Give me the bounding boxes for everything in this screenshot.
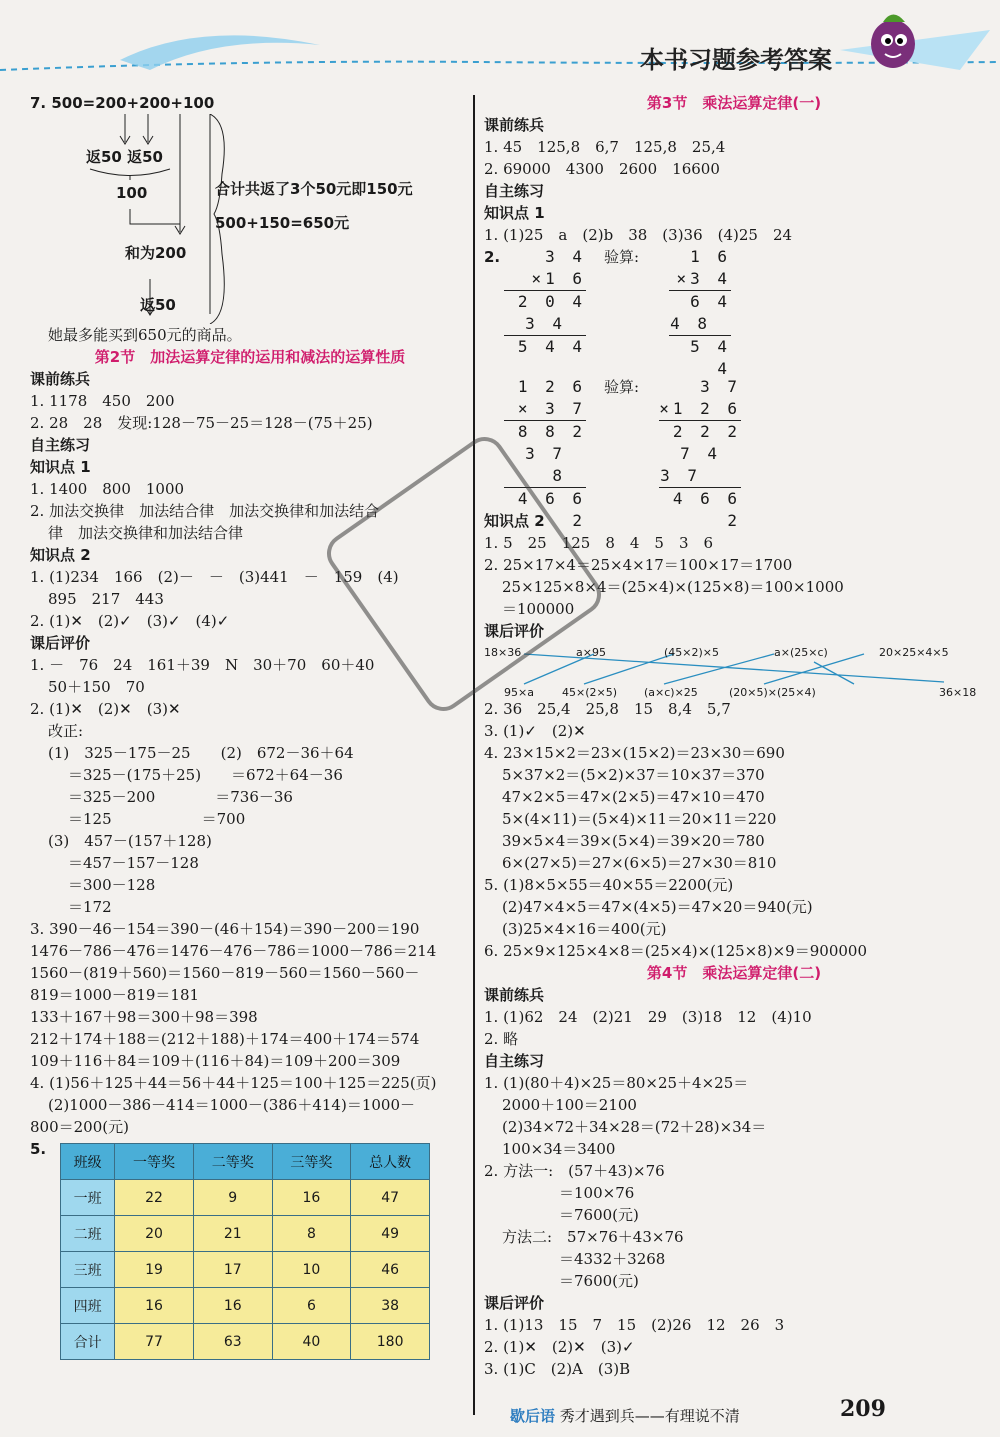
sec2-post-line: 5. [30,1140,47,1158]
table-header-cell: 一等奖 [115,1144,194,1180]
sec2-post-line: (2)1000－386－414＝1000－(386＋414)＝1000－ [48,1096,415,1114]
q7-equation: 7. 500=200+200+100 [30,94,215,112]
column-divider [473,95,475,1415]
calc-line: 3 7 [659,465,741,488]
sec2-kp2-line: 895 217 443 [48,590,164,608]
match-bottom-item: 95×a [504,686,534,699]
sec2-post-line: 1. － 76 24 161＋39 N 30＋70 60＋40 [30,656,375,674]
sec3-post-line: (3)25×4×16＝400(元) [502,920,667,938]
award-table [60,1143,430,1360]
table-cell: 合计 [61,1324,115,1360]
q7-ret3: 返50 [140,296,176,314]
sec2-post-line: ＝172 [68,898,112,916]
sec3-post-line: 3. (1)✓ (2)✕ [484,722,586,740]
q7-answer: 她最多能买到650元的商品。 [48,326,242,344]
footer [510,1405,740,1426]
calc-line: 7 4 [680,444,721,463]
table-cell: 8 [272,1216,351,1252]
sec3-kp1-heading: 知识点 1 [484,204,545,222]
sec2-post-line: 1476－786－476＝1476－476－786＝1000－786＝214 [30,942,437,960]
match-bottom-item: 36×18 [939,686,977,699]
calc-line: 5 4 4 [517,337,586,356]
calc-line: 3 4 [545,247,586,266]
match-top-item: 18×36 [484,646,522,659]
q7-sum200: 和为200 [125,244,187,262]
sec4-pre-line: 1. (1)62 24 (2)21 29 (3)18 12 (4)10 [484,1008,812,1026]
sec2-post-line: (1) 325－175－25 (2) 672－36＋64 [48,744,354,762]
q7-note1: 合计共返了3个50元即150元 [215,180,413,198]
calc-line: 1 2 6 [517,377,586,396]
sec3-post-line: 6. 25×9×125×4×8＝(25×4)×(125×8)×9＝900000 [484,942,867,960]
sec2-post-heading: 课后评价 [30,634,91,652]
header-decoration [0,0,1000,80]
sec2-kp1-line: 1. 1400 800 1000 [30,480,185,498]
sec4-pre-line: 2. 略 [484,1030,519,1048]
sec4-self-line: 100×34＝3400 [502,1140,616,1158]
sec2-post-line: ＝457－157－128 [68,854,199,872]
sec4-post-line: 3. (1)C (2)A (3)B [484,1360,631,1378]
calc-line: ×1 2 6 [659,398,741,421]
table-cell: 10 [272,1252,351,1288]
calc-line: 4 6 6 2 [672,489,741,530]
eggplant-mascot-icon [855,2,925,72]
sec4-self-heading: 自主练习 [484,1052,545,1070]
sec2-pre-line: 1. 1178 450 200 [30,392,175,410]
sec2-kp2-line: 2. (1)✕ (2)✓ (3)✓ (4)✓ [30,612,230,630]
section4-title: 第4节 乘法运算定律(二) [646,964,822,982]
table-cell: 40 [272,1324,351,1360]
sec2-kp2-heading: 知识点 2 [30,546,91,564]
q7-ret1: 返50 返50 [86,148,163,166]
calc-a [504,246,586,358]
sec3-post-line: 5×(4×11)＝(5×4)×11＝20×11＝220 [502,810,777,828]
table-cell: 38 [351,1288,430,1324]
sec2-post-line: 改正: [48,722,84,740]
sec2-post-line: (3) 457－(157＋128) [48,832,212,850]
sec3-pre-line: 1. 45 125,8 6,7 125,8 25,4 [484,138,726,156]
sec4-self-line: 1. (1)(80＋4)×25＝80×25＋4×25＝ [484,1074,749,1092]
right-column [484,92,984,1380]
sec4-self-line: 2000＋100＝2100 [502,1096,637,1114]
sec2-post-line: ＝325－200 ＝736－36 [68,788,293,806]
calc-line: 4 6 6 2 [517,489,586,530]
sec4-post-line: 2. (1)✕ (2)✕ (3)✓ [484,1338,635,1356]
sec2-post-line: 2. (1)✕ (2)✕ (3)✕ [30,700,181,718]
calc-line: 1 6 [690,247,731,266]
match-top-item: (45×2)×5 [664,646,720,659]
sec3-post-line: 5×37×2＝(5×2)×37＝10×37＝370 [502,766,765,784]
sec3-post-heading: 课后评价 [484,622,545,640]
sec3-q2-label: 2. [484,248,501,266]
sec2-post-line: 212＋174＋188＝(212＋188)＋174＝400＋174＝574 [30,1030,420,1048]
sec4-self-line: ＝7600(元) [559,1272,639,1290]
match-top-item: a×(25×c) [774,646,828,659]
table-cell: 16 [193,1288,272,1324]
match-top-item: a×95 [576,646,606,659]
table-cell: 四班 [61,1288,115,1324]
sec4-self-line: 方法二: 57×76＋43×76 [502,1228,684,1246]
sec3-kp2-line: 2. 25×17×4＝25×4×17＝100×17＝1700 [484,556,793,574]
sec2-post-line: 819＝1000－819＝181 [30,986,200,1004]
calc-line: 3 7 8 [504,443,586,488]
sec2-post-line: 800＝200(元) [30,1118,129,1136]
table-cell: 二班 [61,1216,115,1252]
table-header-cell: 班级 [61,1144,115,1180]
table-cell: 20 [115,1216,194,1252]
match-bottom-item: (20×5)×(25×4) [729,686,816,699]
table-cell: 180 [351,1324,430,1360]
sec3-post-line: 47×2×5＝47×(2×5)＝47×10＝470 [502,788,765,806]
match-top-item: 20×25×4×5 [879,646,949,659]
sec4-self-line: ＝4332＋3268 [559,1250,666,1268]
sec2-pre-line: 2. 28 28 发现:128－75－25＝128－(75＋25) [30,414,373,432]
sec3-post-line: 5. (1)8×5×55＝40×55＝2200(元) [484,876,734,894]
matching-exercise [484,642,984,698]
calc-line: ×1 6 [504,268,586,291]
sec4-pre-heading: 课前练兵 [484,986,545,1004]
sec3-post-line: 6×(27×5)＝27×(6×5)＝27×30＝810 [502,854,777,872]
table-cell: 9 [193,1180,272,1216]
sec2-kp2-line: 1. (1)234 166 (2)－ － (3)441 － 159 (4) [30,568,399,586]
calc-line: 2 2 2 [672,422,741,441]
sec3-kp2-heading: 知识点 2 [484,512,545,530]
sec3-pre-line: 2. 69000 4300 2600 16600 [484,160,720,178]
match-bottom-item: (a×c)×25 [644,686,698,699]
sec4-self-line: 2. 方法一: (57＋43)×76 [484,1162,665,1180]
table-row [61,1216,430,1252]
table-header-row [61,1144,430,1180]
table-cell: 46 [351,1252,430,1288]
table-cell: 三班 [61,1252,115,1288]
sec2-post-line: ＝125 ＝700 [68,810,246,828]
sec4-self-line: ＝100×76 [559,1184,635,1202]
footer-label: 歇后语 [510,1407,556,1425]
table-row [61,1288,430,1324]
table-cell: 16 [272,1180,351,1216]
calc-b [669,246,731,380]
sec3-kp2-line: 1. 5 25 125 8 4 5 3 6 [484,534,714,552]
q7-diagram [30,114,470,324]
table-cell: 21 [193,1216,272,1252]
table-cell: 63 [193,1324,272,1360]
sec3-post-line: 4. 23×15×2＝23×(15×2)＝23×30＝690 [484,744,785,762]
calc-line: 2 0 4 [517,292,586,311]
sec2-self-heading: 自主练习 [30,436,91,454]
table-row [61,1252,430,1288]
page-header-title: 本书习题参考答案 [640,46,832,74]
sec2-post-line: 3. 390－46－154＝390－(46＋154)＝390－200＝190 [30,920,420,938]
table-cell: 一班 [61,1180,115,1216]
calc-line: 5 4 4 [690,337,731,378]
table-cell: 47 [351,1180,430,1216]
sec2-post-line: 109＋116＋84＝109＋(116＋84)＝109＋200＝309 [30,1052,401,1070]
page-number: 209 [840,1396,886,1422]
table-cell: 49 [351,1216,430,1252]
sec2-post-line: ＝325－(175＋25) ＝672＋64－36 [68,766,343,784]
sec3-self-heading: 自主练习 [484,182,545,200]
q7-sum100: 100 [116,184,148,202]
check-label: 验算: [604,248,640,266]
sec3-pre-heading: 课前练兵 [484,116,545,134]
section3-title: 第3节 乘法运算定律(一) [646,94,822,112]
sec2-kp1-line: 律 加法交换律和加法结合律 [48,524,244,542]
match-bottom-item: 45×(2×5) [562,686,618,699]
sec3-post-line: (2)47×4×5＝47×(4×5)＝47×20＝940(元) [502,898,813,916]
table-cell: 6 [272,1288,351,1324]
sec4-self-line: ＝7600(元) [559,1206,639,1224]
table-row [61,1324,430,1360]
calc-line: 6 4 [690,292,731,311]
sec3-post-line: 2. 36 25,4 25,8 15 8,4 5,7 [484,700,731,718]
calc-line: 3 7 [700,377,741,396]
calc-line: 8 8 2 [517,422,586,441]
q7-note2: 500+150=650元 [215,214,350,232]
table-cell: 77 [115,1324,194,1360]
calc-line: 3 4 [504,313,586,336]
section2-title: 第2节 加法运算定律的运用和减法的运算性质 [94,348,406,366]
footer-text: 秀才遇到兵——有理说不清 [559,1407,740,1425]
table-cell: 22 [115,1180,194,1216]
table-cell: 16 [115,1288,194,1324]
sec2-kp1-line: 2. 加法交换律 加法结合律 加法交换律和加法结合 [30,502,380,520]
table-row [61,1180,430,1216]
sec2-post-line: 4. (1)56＋125＋44＝56＋44＋125＝100＋125＝225(页) [30,1074,437,1092]
calc-line: × 3 7 [504,398,586,421]
sec2-post-line: 50＋150 70 [48,678,145,696]
sec2-post-line: 1560－(819＋560)＝1560－819－560＝1560－560－ [30,964,420,982]
table-header-cell: 总人数 [351,1144,430,1180]
sec2-pre-heading: 课前练兵 [30,370,91,388]
check-label: 验算: [604,378,640,396]
sec3-post-line: 39×5×4＝39×(5×4)＝39×20＝780 [502,832,765,850]
sec4-post-heading: 课后评价 [484,1294,545,1312]
sec2-post-line: ＝300－128 [68,876,156,894]
table-header-cell: 三等奖 [272,1144,351,1180]
sec4-post-line: 1. (1)13 15 7 15 (2)26 12 26 3 [484,1316,785,1334]
calc-d [659,376,741,532]
table-cell: 19 [115,1252,194,1288]
sec3-kp2-line: ＝100000 [502,600,575,618]
sec3-kp1-line: 1. (1)25 a (2)b 38 (3)36 (4)25 24 [484,226,793,244]
table-cell: 17 [193,1252,272,1288]
sec2-post-line: 133＋167＋98＝300＋98＝398 [30,1008,258,1026]
table-header-cell: 二等奖 [193,1144,272,1180]
calc-line: ×3 4 [669,268,731,291]
calc-line: 4 8 [669,313,731,336]
sec2-kp1-heading: 知识点 1 [30,458,91,476]
sec3-kp2-line: 25×125×8×4＝(25×4)×(125×8)＝100×1000 [502,578,844,596]
sec4-self-line: (2)34×72＋34×28＝(72＋28)×34＝ [502,1118,767,1136]
